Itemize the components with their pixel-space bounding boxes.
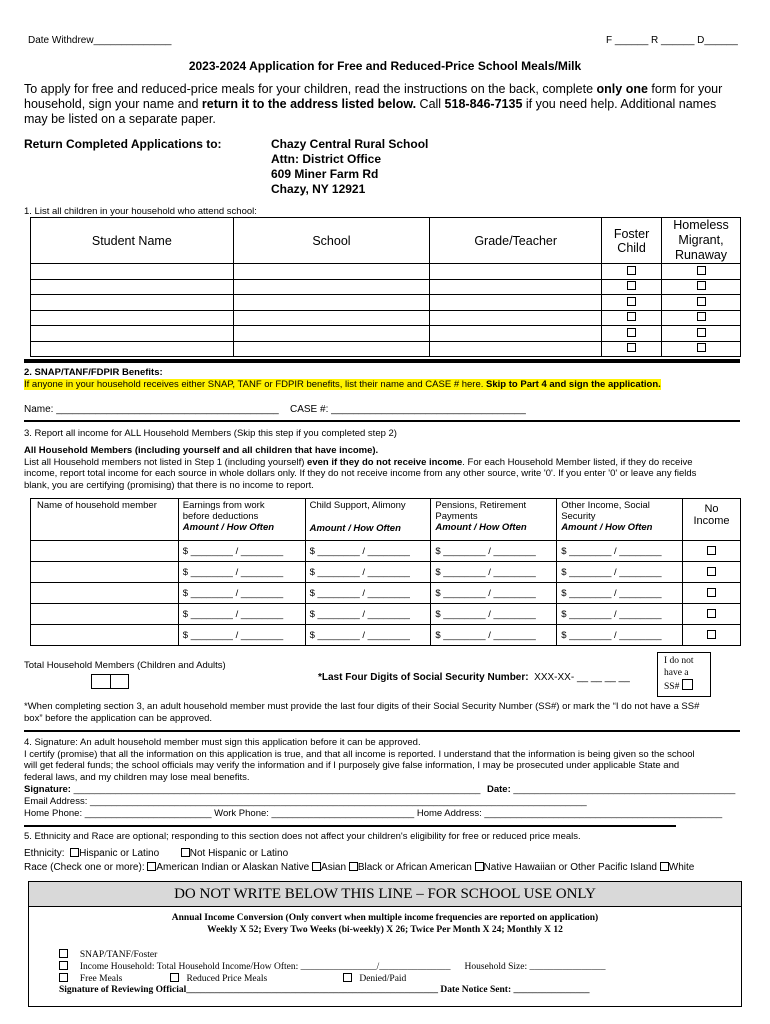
ssn-field[interactable]: *Last Four Digits of Social Security Number: XXX-XX- __ __ __ __: [318, 672, 630, 683]
member-name-cell[interactable]: [31, 583, 179, 604]
foster-child-checkbox[interactable]: [627, 328, 636, 337]
total-members-label: Total Household Members (Children and Adults): [24, 660, 226, 671]
race-asian-checkbox[interactable]: [312, 862, 321, 871]
students-table: [30, 217, 741, 357]
step2-title: 2. SNAP/TANF/FDPIR Benefits:: [24, 367, 163, 378]
student-row: [31, 310, 741, 326]
col-earnings: Earnings from work before deductions Amount / How Often: [178, 499, 305, 541]
race-white-checkbox[interactable]: [660, 862, 669, 871]
school-cell[interactable]: [233, 341, 430, 357]
col-grade-teacher: Grade/Teacher: [430, 218, 602, 264]
grade-teacher-cell[interactable]: [430, 279, 602, 295]
homeless-checkbox[interactable]: [697, 328, 706, 337]
grade-teacher-cell[interactable]: [430, 326, 602, 342]
col-student-name: Student Name: [31, 218, 234, 264]
student-name-cell[interactable]: [31, 310, 234, 326]
page-title: 2023-2024 Application for Free and Reduced-Price School Meals/Milk: [188, 59, 582, 73]
step2-instructions: If anyone in your household receives either SNAP, TANF or FDPIR benefits, list their name and CASE # here. Skip to Part 4 and sign the application.: [24, 379, 661, 390]
school-cell[interactable]: [233, 264, 430, 280]
date-withdrew-field: Date Withdrew______________: [28, 35, 172, 46]
signature-field[interactable]: Signature: _____________________________________________________________________________: [24, 784, 481, 795]
income-row: [31, 562, 741, 583]
divider: [24, 825, 676, 827]
income-amount-cell[interactable]: $ ________ / ________: [178, 541, 305, 562]
income-amount-cell[interactable]: $ ________ / ________: [431, 541, 557, 562]
col-pensions: Pensions, Retirement Payments Amount / How Often: [431, 499, 557, 541]
return-address: Chazy Central Rural School Attn: District Office 609 Miner Farm Rd Chazy, NY 12921: [271, 137, 429, 196]
homeless-checkbox[interactable]: [697, 266, 706, 275]
race-black-checkbox[interactable]: [349, 862, 358, 871]
income-conversion: Annual Income Conversion (Only convert when multiple income frequencies are reported on application) Weekly X 52; Every Two Weeks (bi-weekly) X 26; Twice Per Month X 24; Monthly X 12: [171, 913, 599, 935]
foster-child-checkbox[interactable]: [627, 281, 636, 290]
member-name-cell[interactable]: [31, 625, 179, 646]
office-use-box: [28, 881, 742, 1007]
race-row: Race (Check one or more): American Indian or Alaskan Native Asian Black or African American Native Hawaiian or Other Pacific Island White: [24, 862, 695, 873]
student-name-cell[interactable]: [31, 264, 234, 280]
return-label: Return Completed Applications to:: [24, 137, 222, 151]
student-row: [31, 341, 741, 357]
income-amount-cell[interactable]: $ ________ / ________: [178, 583, 305, 604]
income-amount-cell[interactable]: $ ________ / ________: [178, 604, 305, 625]
step2-case-field[interactable]: CASE #: ___________________________________: [290, 404, 526, 415]
school-cell[interactable]: [233, 295, 430, 311]
not-hispanic-checkbox[interactable]: [181, 848, 190, 857]
student-name-cell[interactable]: [31, 279, 234, 295]
income-amount-cell[interactable]: $ ________ / ________: [305, 541, 431, 562]
member-name-cell[interactable]: [31, 541, 179, 562]
step2-name-field[interactable]: Name: ________________________________________: [24, 404, 279, 415]
income-table: [30, 498, 741, 646]
col-school: School: [233, 218, 430, 264]
no-ssn-checkbox[interactable]: [682, 679, 693, 690]
foster-child-checkbox[interactable]: [627, 266, 636, 275]
no-income-checkbox[interactable]: [707, 609, 716, 618]
step1-label: 1. List all children in your household who attend school:: [24, 206, 257, 217]
income-amount-cell[interactable]: $ ________ / ________: [305, 604, 431, 625]
phone-address-fields[interactable]: Home Phone: ________________________ Work Phone: ___________________________ Home Address: _____________________________________________: [24, 808, 723, 819]
foster-child-checkbox[interactable]: [627, 297, 636, 306]
ethnicity-row: Ethnicity: Hispanic or Latino Not Hispanic or Latino: [24, 848, 289, 859]
income-row: [31, 604, 741, 625]
divider: [24, 730, 740, 732]
office-fields: SNAP/TANF/Foster Income Household: Total Household Income/How Often: ________________/_______________ Household Size: ________________ Free Meals Reduced Price Meals Denied/Paid Signature of Reviewing Official_____________________________________________________ Date Notice Sent: ________________: [59, 950, 606, 995]
col-foster-child: Foster Child: [602, 218, 662, 264]
denied-checkbox[interactable]: [343, 973, 352, 982]
no-income-checkbox[interactable]: [707, 567, 716, 576]
income-amount-cell[interactable]: $ ________ / ________: [557, 583, 683, 604]
income-amount-cell[interactable]: $ ________ / ________: [431, 583, 557, 604]
homeless-checkbox[interactable]: [697, 312, 706, 321]
grade-teacher-cell[interactable]: [430, 341, 602, 357]
snap-checkbox[interactable]: [59, 949, 68, 958]
hispanic-checkbox[interactable]: [70, 848, 79, 857]
free-meals-checkbox[interactable]: [59, 973, 68, 982]
race-native-hawaiian-checkbox[interactable]: [475, 862, 484, 871]
grade-teacher-cell[interactable]: [430, 295, 602, 311]
ssn-note: *When completing section 3, an adult household member must provide the last four digits of their Social Security Number (SS#) or mark the “I do not have a SS# box” before the application can be approved.: [24, 701, 700, 724]
income-amount-cell[interactable]: $ ________ / ________: [178, 562, 305, 583]
student-row: [31, 264, 741, 280]
col-member-name: Name of household member: [31, 499, 179, 541]
step4-text: 4. Signature: An adult household member must sign this application before it can be approved. I certify (promise) that all the information on this application is true, and that all income is reported. I understand that the information is being given so the school will get federal funds; the school officials may verify the information and if I purposely give false information, I may be prosecuted under applicable State and federal laws, and my children may lose meal benefits.: [24, 737, 695, 783]
foster-child-checkbox[interactable]: [627, 312, 636, 321]
total-members-box[interactable]: [91, 674, 129, 689]
col-no-income: No Income: [682, 499, 740, 541]
divider: [24, 359, 740, 363]
homeless-checkbox[interactable]: [697, 281, 706, 290]
school-cell[interactable]: [233, 279, 430, 295]
col-other-income: Other Income, Social Security Amount / How Often: [557, 499, 683, 541]
student-row: [31, 279, 741, 295]
income-amount-cell[interactable]: $ ________ / ________: [431, 625, 557, 646]
income-household-checkbox[interactable]: [59, 961, 68, 970]
member-name-cell[interactable]: [31, 562, 179, 583]
income-amount-cell[interactable]: $ ________ / ________: [178, 625, 305, 646]
income-row: [31, 583, 741, 604]
no-income-checkbox[interactable]: [707, 588, 716, 597]
member-name-cell[interactable]: [31, 604, 179, 625]
student-row: [31, 295, 741, 311]
income-amount-cell[interactable]: $ ________ / ________: [557, 625, 683, 646]
school-cell[interactable]: [233, 310, 430, 326]
no-ssn-box[interactable]: I do not have a SS#: [657, 652, 711, 697]
frd-field: F ______ R ______ D______: [606, 35, 738, 46]
signature-date-field[interactable]: Date: __________________________________________: [487, 784, 736, 795]
col-homeless: Homeless Migrant, Runaway: [662, 218, 741, 264]
intro-text: To apply for free and reduced-price meals for your children, read the instructions on the back, complete only one form for your household, sign your name and return it to the address listed below. Call 518-846-7135 if you need help. Additional names may be listed on a separate paper.: [24, 82, 723, 126]
income-amount-cell[interactable]: $ ________ / ________: [557, 604, 683, 625]
foster-child-checkbox[interactable]: [627, 343, 636, 352]
school-cell[interactable]: [233, 326, 430, 342]
student-row: [31, 326, 741, 342]
income-amount-cell[interactable]: $ ________ / ________: [557, 562, 683, 583]
email-field[interactable]: Email Address: ______________________________________________________________________________________________: [24, 796, 587, 807]
homeless-checkbox[interactable]: [697, 343, 706, 352]
income-row: [31, 541, 741, 562]
divider: [24, 420, 740, 422]
student-name-cell[interactable]: [31, 341, 234, 357]
student-name-cell[interactable]: [31, 326, 234, 342]
income-row: [31, 625, 741, 646]
grade-teacher-cell[interactable]: [430, 264, 602, 280]
col-child-support: Child Support, Alimony Amount / How Often: [305, 499, 431, 541]
income-amount-cell[interactable]: $ ________ / ________: [305, 583, 431, 604]
income-amount-cell[interactable]: $ ________ / ________: [431, 562, 557, 583]
income-amount-cell[interactable]: $ ________ / ________: [557, 541, 683, 562]
income-amount-cell[interactable]: $ ________ / ________: [431, 604, 557, 625]
income-amount-cell[interactable]: $ ________ / ________: [305, 625, 431, 646]
student-name-cell[interactable]: [31, 295, 234, 311]
reduced-checkbox[interactable]: [170, 973, 179, 982]
no-income-checkbox[interactable]: [707, 630, 716, 639]
step5-label: 5. Ethnicity and Race are optional; responding to this section does not affect your children's eligibility for free or reduced price meals.: [24, 831, 581, 842]
office-banner: DO NOT WRITE BELOW THIS LINE – FOR SCHOOL USE ONLY: [29, 882, 741, 907]
no-income-checkbox[interactable]: [707, 546, 716, 555]
income-amount-cell[interactable]: $ ________ / ________: [305, 562, 431, 583]
grade-teacher-cell[interactable]: [430, 310, 602, 326]
homeless-checkbox[interactable]: [697, 297, 706, 306]
step3-instructions: All Household Members (including yourself and all children that have income). List all Household members not listed in Step 1 (including yourself) even if they do not receive income. For each Household Member listed, if they do receive income, report total income for each source in whole dollars only. If they do not receive income from any other source, write '0'. If you enter '0' or leave any fields blank, you are certifying (promising) that there is no income to report.: [24, 445, 697, 491]
step3-label: 3. Report all income for ALL Household Members (Skip this step if you completed step 2): [24, 428, 397, 439]
